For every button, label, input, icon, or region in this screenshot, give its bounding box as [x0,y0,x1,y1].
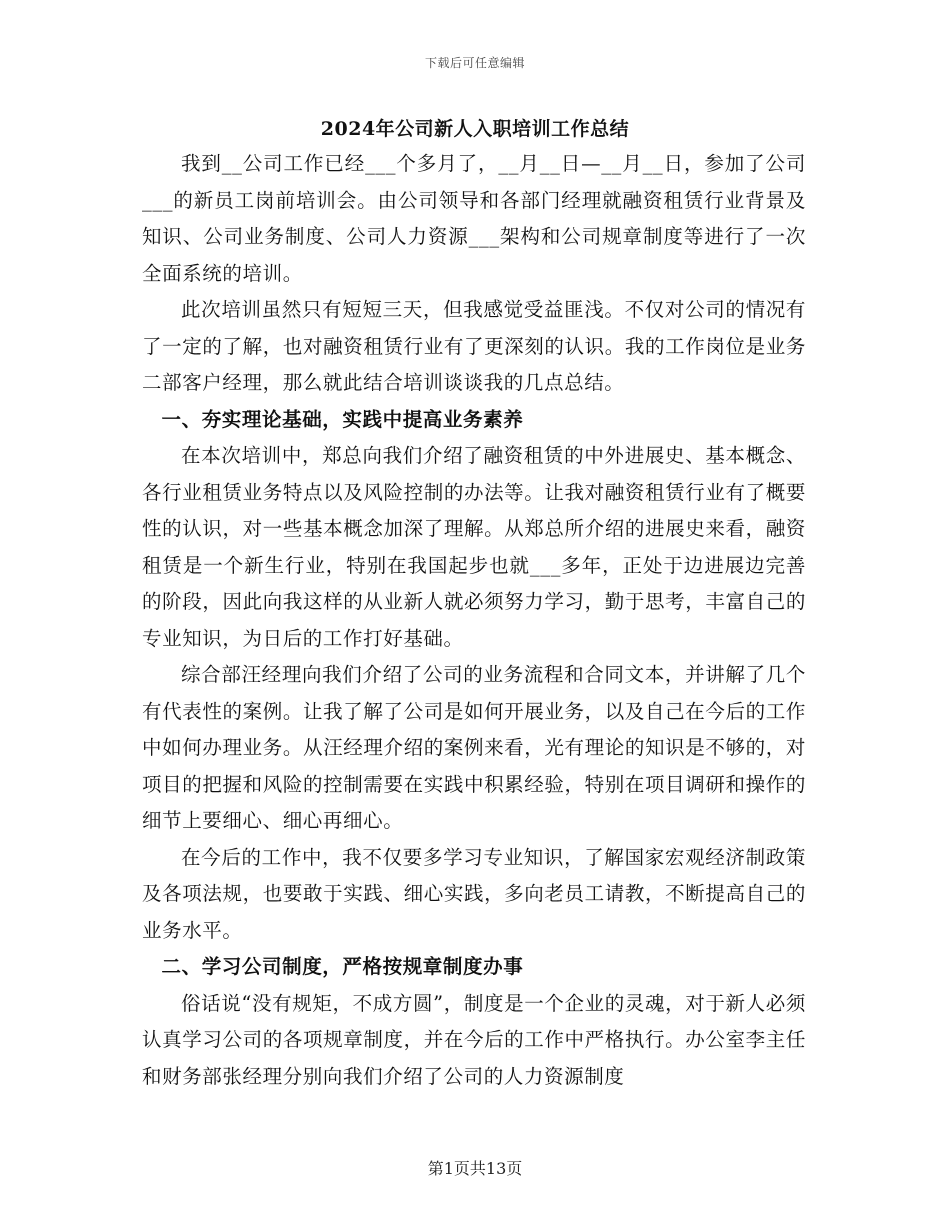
paragraph-theory: 在本次培训中，郑总向我们介绍了融资租赁的中外进展史、基本概念、各行业租赁业务特点以及风险控制的办法等。让我对融资租赁行业有了概要性的认识，对一些基本概念加深了理解。从郑总所介绍的进展史来看，融资租赁是一个新生行业，特别在我国起步也就___多年，正处于边进展边完善的阶段，因此向我这样的从业新人就必须努力学习，勤于思考，丰富自己的专业知识，为日后的工作打好基础。 [142,444,806,650]
document-title: 2024年公司新人入职培训工作总结 [320,118,630,140]
page-footer: 第1页共13页 [427,1159,523,1178]
paragraph-future-work: 在今后的工作中，我不仅要多学习专业知识，了解国家宏观经济制政策及各项法规，也要敢于实践、细心实践，多向老员工请教，不断提高自己的业务水平。 [142,845,806,942]
paragraph-practice: 综合部汪经理向我们介绍了公司的业务流程和合同文本，并讲解了几个有代表性的案例。让我了解了公司是如何开展业务，以及自己在今后的工作中如何办理业务。从汪经理介绍的案例来看，光有理论的知识是不够的，对项目的把握和风险的控制需要在实践中积累经验，特别在项目调研和操作的细节上要细心、细心再细心。 [142,663,806,832]
paragraph-overview: 此次培训虽然只有短短三天，但我感觉受益匪浅。不仅对公司的情况有了一定的了解，也对融资租赁行业有了更深刻的认识。我的工作岗位是业务二部客户经理，那么就此结合培训谈谈我的几点总结。 [142,298,806,394]
page-header: 下载后可任意编辑 [424,56,525,70]
section-heading-2: 二、学习公司制度，严格按规章制度办事 [161,955,524,978]
document-body [142,146,806,1095]
paragraph-intro: 我到__公司工作已经___个多月了，__月__日—__月__日，参加了公司___的新员工岗前培训会。由公司领导和各部门经理就融资租赁行业背景及知识、公司业务制度、公司人力资源___架构和公司规章制度等进行了一次全面系统的培训。 [142,152,806,285]
paragraph-rules: 俗话说“没有规矩，不成方圆”，制度是一个企业的灵魂，对于新人必须认真学习公司的各项规章制度，并在今后的工作中严格执行。办公室李主任和财务部张经理分别向我们介绍了公司的人力资源制度 [142,991,806,1088]
section-heading-1: 一、夯实理论基础，实践中提高业务素养 [161,407,524,431]
